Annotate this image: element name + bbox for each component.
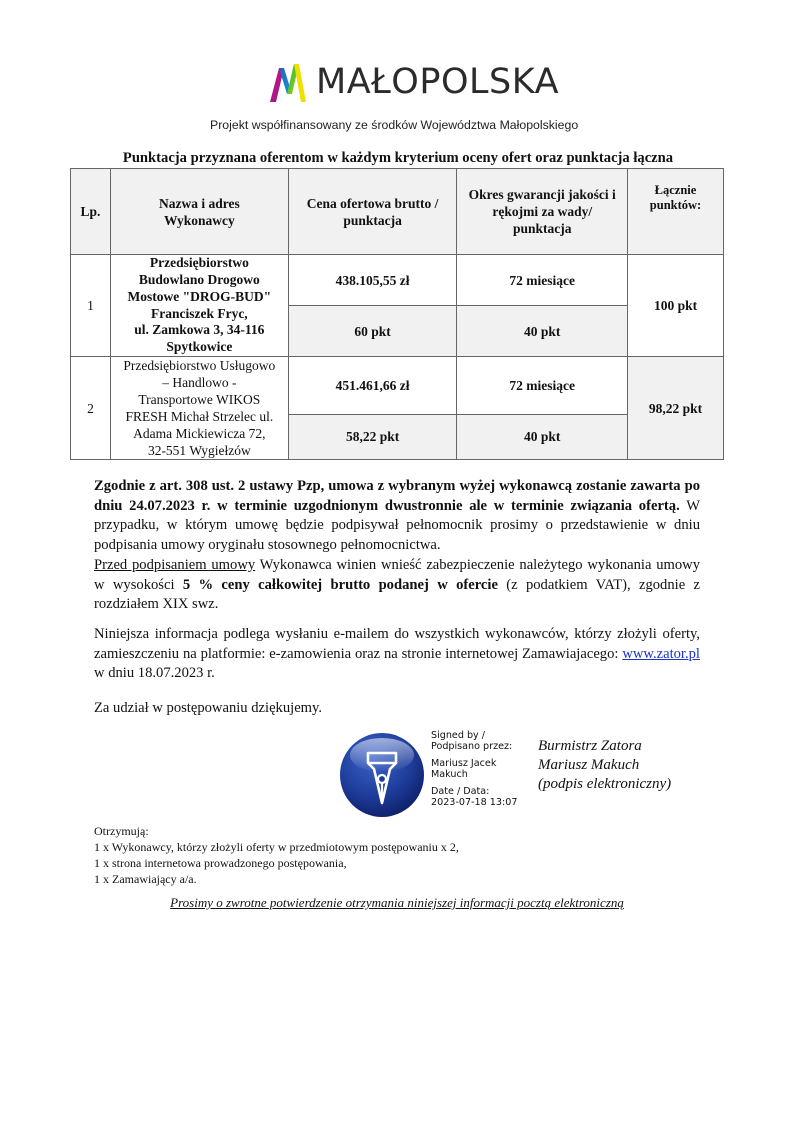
recipient-item: 1 x Zamawiający a/a. bbox=[94, 872, 197, 886]
row-warranty: 72 miesiące bbox=[457, 255, 628, 306]
signature-metadata bbox=[431, 731, 517, 808]
security-text-end: (z podatkiem VAT), zgodnie z rozdziałem XIX swz. bbox=[94, 576, 700, 613]
header-price: Cena ofertowa brutto / punktacja bbox=[288, 169, 457, 255]
table-row bbox=[71, 357, 724, 415]
signature-date-value: 2023-07-18 13:07 bbox=[431, 796, 518, 808]
signatory-title bbox=[538, 737, 671, 794]
header-warranty: Okres gwarancji jakości i rękojmi za wady/ punktacja bbox=[457, 169, 628, 255]
signatory-name: Mariusz Makuch bbox=[538, 757, 640, 773]
contract-date-statement: Zgodnie z art. 308 ust. 2 ustawy Pzp, umowa z wybranym wyżej wykonawcą zostanie zawarta po dniu 24.07.2023 r. w terminie uzgodnionym dwustronnie ale w terminie związania ofertą. bbox=[94, 478, 700, 514]
header-name: Nazwa i adres Wykonawcy bbox=[110, 169, 288, 255]
recipients-list bbox=[94, 823, 459, 887]
contract-info-paragraph bbox=[94, 477, 700, 615]
row-warranty-points: 40 pkt bbox=[457, 306, 628, 357]
security-amount: 5 % ceny całkowitej brutto podanej w ofercie bbox=[182, 576, 498, 593]
cofinancing-subtitle: Projekt współfinansowany ze środków Województwa Małopolskiego bbox=[210, 118, 579, 132]
malopolska-logo bbox=[266, 60, 559, 104]
recipient-item: 1 x strona internetowa prowadzonego postępowania, bbox=[94, 856, 347, 870]
signer-name-line1: Mariusz Jacek bbox=[431, 758, 497, 769]
table-header-row bbox=[71, 169, 724, 255]
publication-paragraph bbox=[94, 625, 700, 684]
row-price: 438.105,55 zł bbox=[288, 255, 457, 306]
row-contractor-name: Przedsiębiorstwo Budowlano Drogowo Mostowe "DROG-BUD" Franciszek Fryc, ul. Zamkowa 3, 34-116 Spytkowice bbox=[110, 255, 288, 357]
table-row bbox=[71, 255, 724, 306]
zator-website-link[interactable]: www.zator.pl bbox=[622, 645, 700, 662]
scores-table bbox=[70, 168, 724, 460]
row-lp: 1 bbox=[71, 255, 111, 357]
row-warranty: 72 miesiące bbox=[457, 357, 628, 415]
signer-name-line2: Makuch bbox=[431, 768, 468, 780]
header-lp: Lp. bbox=[71, 169, 111, 255]
row-contractor-name: Przedsiębiorstwo Usługowo – Handlowo - Transportowe WIKOS FRESH Michał Strzelec ul. Adama Mickiewicza 72, 32-551 Wygiełzów bbox=[110, 357, 288, 460]
malopolska-m-icon bbox=[266, 60, 310, 104]
row-total: 98,22 pkt bbox=[628, 357, 724, 460]
row-price-points: 60 pkt bbox=[288, 306, 457, 357]
row-price: 451.461,66 zł bbox=[288, 357, 457, 415]
row-price-points: 58,22 pkt bbox=[288, 414, 457, 459]
confirmation-request-note: Prosimy o zwrotne potwierdzenie otrzymania niniejszej informacji pocztą elektroniczną bbox=[170, 895, 624, 910]
recipients-heading: Otrzymują: bbox=[94, 824, 149, 838]
signature-date-label: Date / Data: bbox=[431, 786, 490, 797]
before-signing-label: Przed podpisaniem umowy bbox=[94, 556, 256, 573]
recipient-item: 1 x Wykonawcy, którzy złożyli oferty w przedmiotowym postępowaniu x 2, bbox=[94, 840, 459, 854]
row-total: 100 pkt bbox=[628, 255, 724, 357]
publication-date-text: w dniu 18.07.2023 r. bbox=[94, 665, 215, 682]
row-lp: 2 bbox=[71, 357, 111, 460]
row-warranty-points: 40 pkt bbox=[457, 414, 628, 459]
publication-text: Niniejsza informacja podlega wysłaniu e-mailem do wszystkich wykonawców, którzy złożyli oferty, zamieszczeniu na platformie: e-zamowienia oraz na stronie internetowej Zamawiajacego: bbox=[94, 626, 700, 662]
signature-type: (podpis elektroniczny) bbox=[538, 776, 672, 792]
power-of-attorney-note: W przypadku, w którym umowę będzie podpisywał pełnomocnik prosimy o przedstawienie w dniu podpisania umowy oryginału stosownego pełnomocnictwa. bbox=[94, 497, 700, 554]
header-total: Łącznie punktów: bbox=[628, 169, 724, 255]
fountain-pen-nib-icon bbox=[338, 731, 426, 819]
table-title: Punktacja przyznana oferentom w każdym kryterium oceny ofert oraz punktacja łączna bbox=[122, 150, 674, 166]
signatory-position: Burmistrz Zatora bbox=[538, 738, 642, 754]
signed-by-label-pl: Podpisano przez: bbox=[431, 740, 513, 752]
security-text: Wykonawca winien wnieść zabezpieczenie należytego wykonania umowy w wysokości bbox=[94, 556, 700, 593]
logo-text: MAŁOPOLSKA bbox=[316, 62, 560, 102]
thanks-text: Za udział w postępowaniu dziękujemy. bbox=[94, 700, 323, 716]
signed-by-label: Signed by / bbox=[431, 730, 486, 741]
